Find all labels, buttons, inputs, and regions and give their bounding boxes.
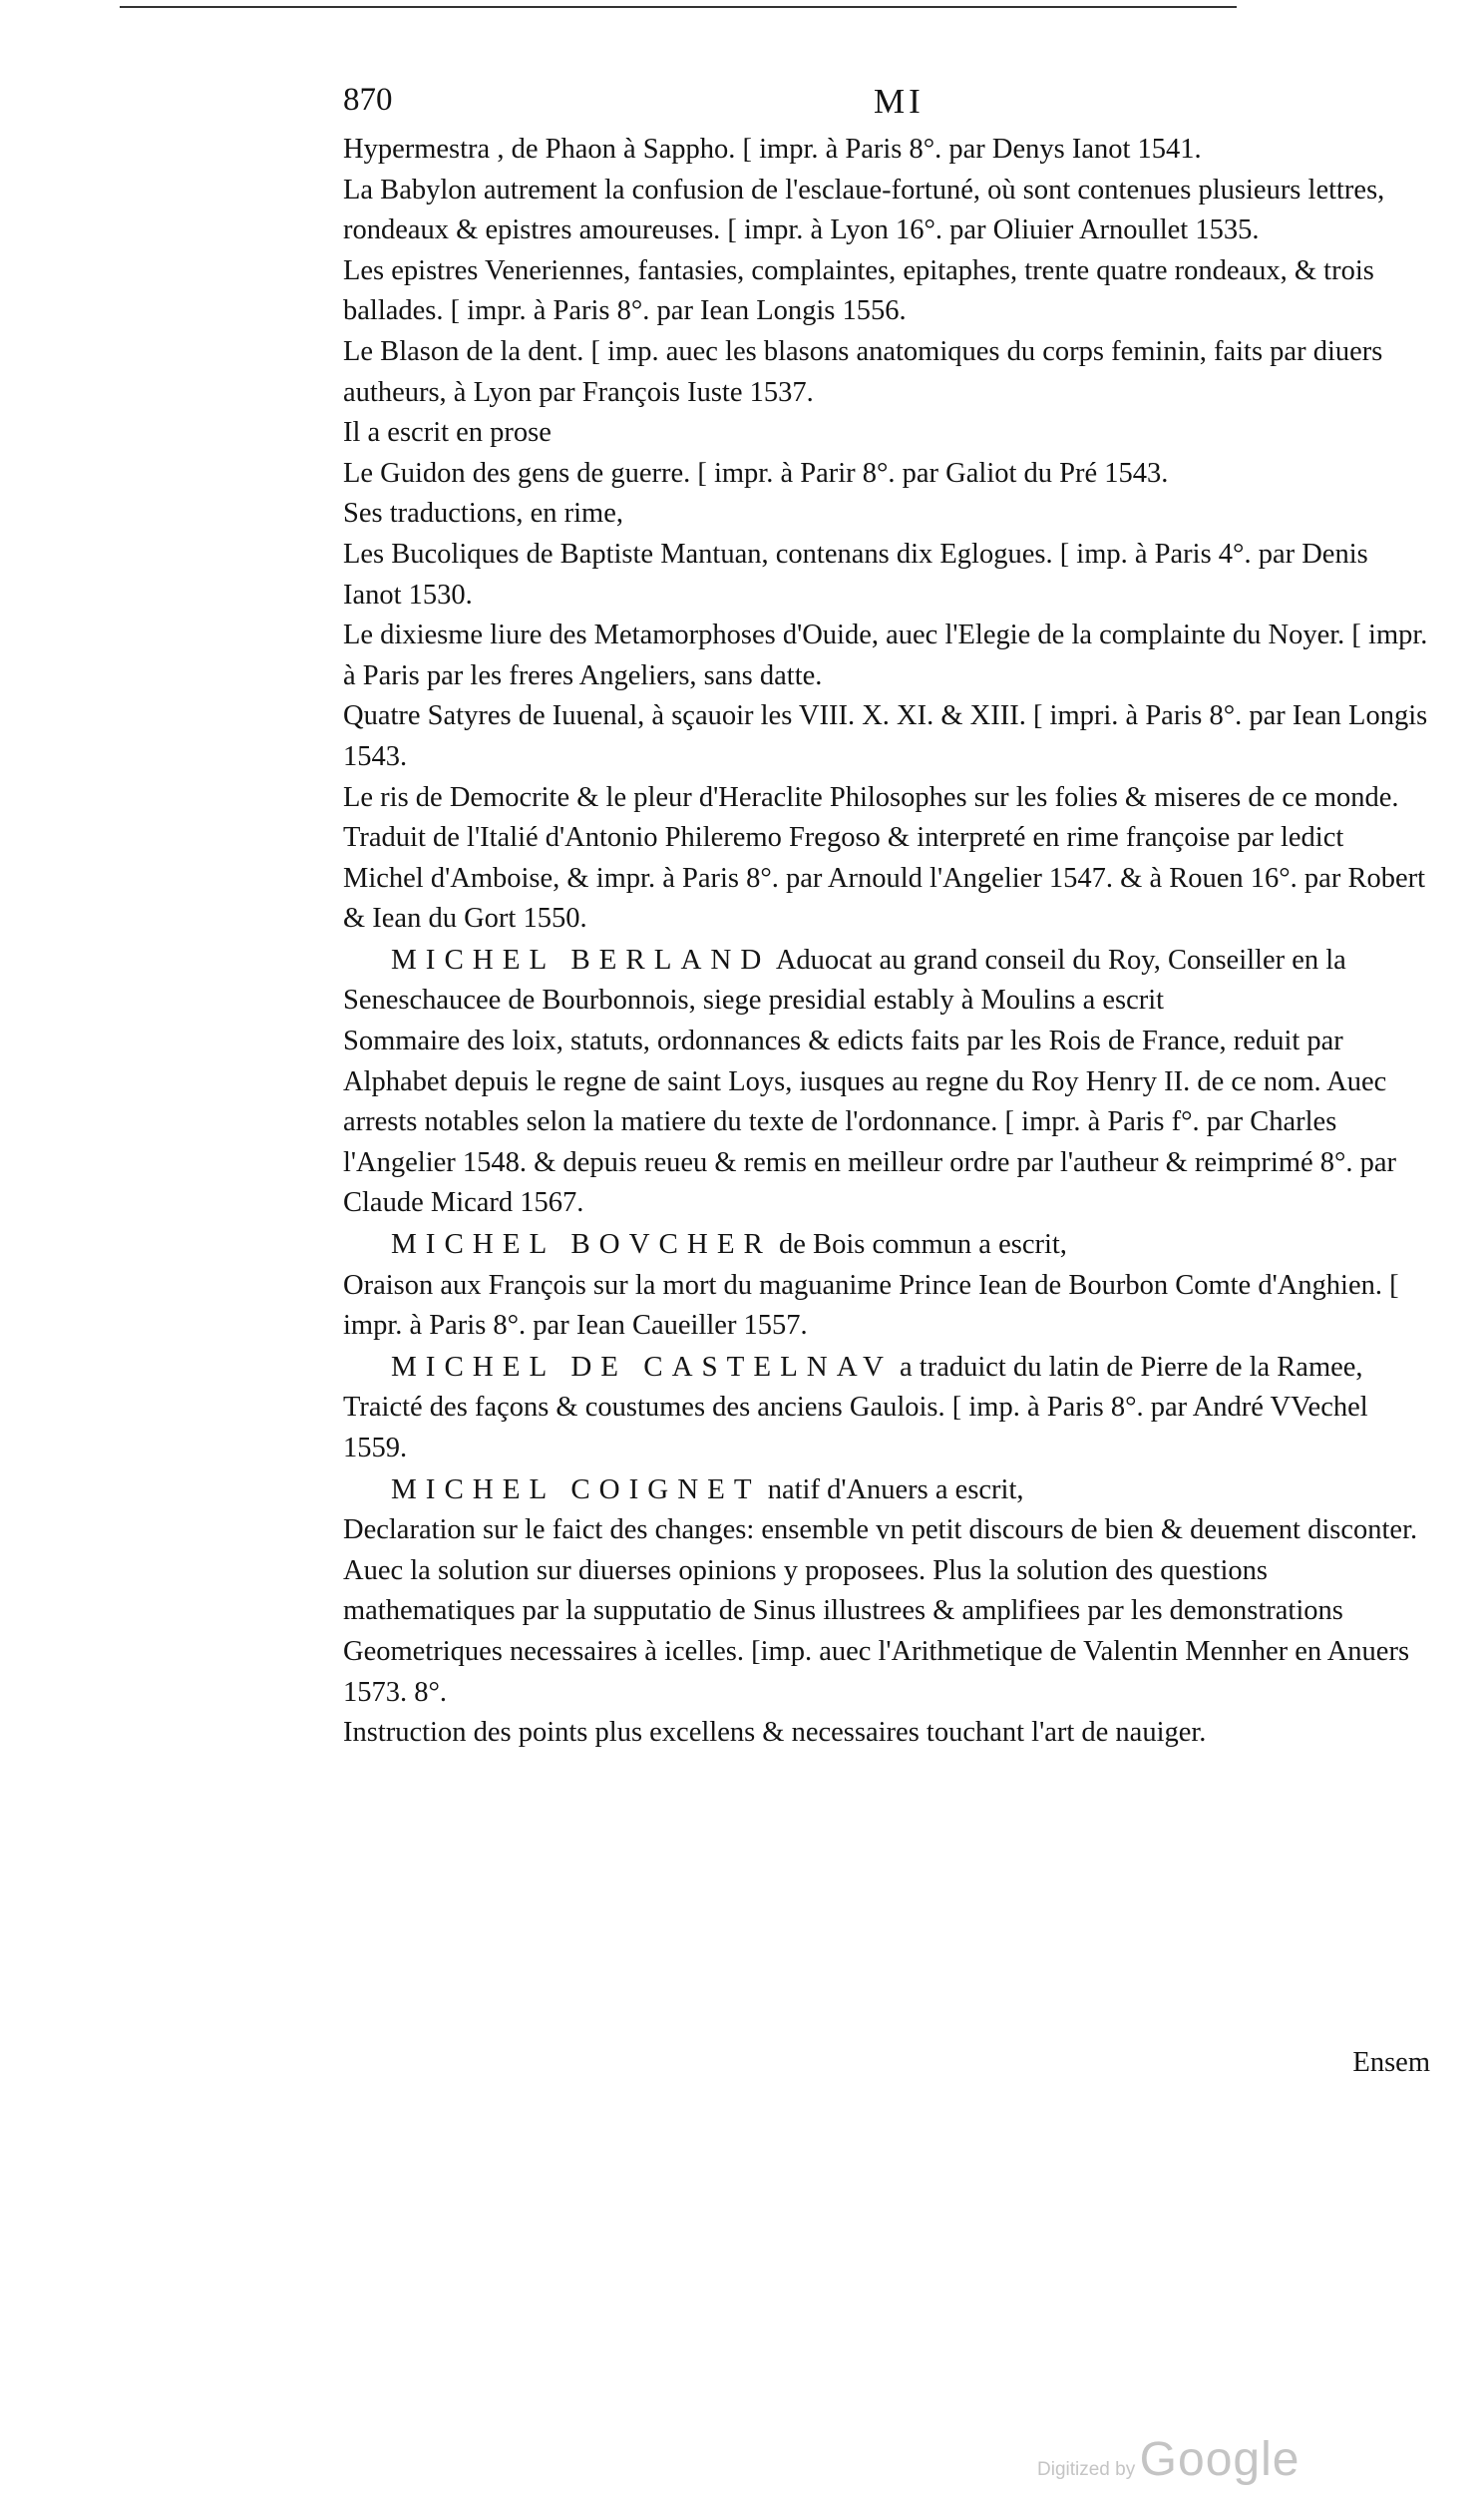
page-number: 870: [343, 82, 393, 118]
author-name: MICHEL DE CASTELNAV: [391, 1350, 893, 1383]
entry-text: Le ris de Democrite & le pleur d'Heraclite Philosophes sur les folies & miseres de ce monde. Traduit de l'Italié d'Antonio Phileremo Fregoso & interpreté en rime françoise par ledict Michel d'Amboise, & impr. à Paris 8°. par Arnould l'Angelier 1547. & à Rouen 16°. par Robert & Iean du Gort 1550.: [343, 781, 1426, 935]
bibliography-entry: [343, 616, 1430, 696]
bibliography-entry: [343, 171, 1430, 251]
bibliography-entry: [343, 251, 1430, 332]
digitized-credit: [1037, 2432, 1299, 2487]
bibliography-entry: [343, 1388, 1430, 1468]
bibliography-entry: [343, 332, 1430, 413]
bibliography-entry: [343, 696, 1430, 777]
bibliography-entry: [343, 778, 1430, 940]
catchword: Ensem: [1352, 2047, 1430, 2078]
entry-text: Le Guidon des gens de guerre. [ impr. à Parir 8°. par Galiot du Pré 1543.: [343, 457, 1169, 489]
entry-text: Le dixiesme liure des Metamorphoses d'Ouide, auec l'Elegie de la complainte du Noyer. [ impr. à Paris par les freres Angeliers, sans datte.: [343, 620, 1428, 691]
author-name: MICHEL COIGNET: [391, 1472, 761, 1505]
entry-list: [343, 130, 1430, 1754]
bibliography-entry: [343, 1266, 1430, 1347]
bibliography-entry: [343, 1510, 1430, 1713]
entry-text: de Bois commun a escrit,: [779, 1229, 1067, 1261]
entry-text: Le Blason de la dent. [ imp. auec les blasons anatomiques du corps feminin, faits par diuers autheurs, à Lyon par François Iuste 1537.: [343, 335, 1383, 408]
author-entry: [343, 940, 1430, 1022]
entry-text: Quatre Satyres de Iuuenal, à sçauoir les VIII. X. XI. & XIII. [ impri. à Paris 8°. par Iean Longis 1543.: [343, 700, 1428, 772]
bibliography-entry: [343, 130, 1430, 171]
bibliography-entry: [343, 454, 1430, 495]
author-entry: [343, 1224, 1430, 1266]
header-title: MI: [874, 82, 925, 121]
entry-text: Il a escrit en prose: [343, 417, 552, 449]
entry-text: Declaration sur le faict des changes: ensemble vn petit discours de bien & deuement disconter. Auec la solution sur diuerses opinions y proposees. Plus la solution des questions mathematiques par la supputatio de Sinus illustrees & amplifiees par les demonstrations Geometriques necessaires à icelles. [imp. auec l'Arithmetique de Valentin Mennher en Anuers 1573. 8°.: [343, 1514, 1418, 1708]
author-name: MICHEL BERLAND: [391, 943, 771, 976]
author-entry: [343, 1469, 1430, 1511]
digitized-by-text: Digitized by: [1037, 2459, 1136, 2480]
entry-text: natif d'Anuers a escrit,: [767, 1473, 1024, 1505]
entry-text: Les epistres Veneriennes, fantasies, complaintes, epitaphes, trente quatre rondeaux, & trois ballades. [ impr. à Paris 8°. par Iean Longis 1556.: [343, 254, 1374, 327]
entry-text: Ses traductions, en rime,: [343, 498, 623, 530]
entry-text: Aduocat au grand conseil du Roy, Conseiller en la Seneschaucee de Bourbonnois, siege presidial estably à Moulins a escrit: [343, 944, 1346, 1017]
bibliography-entry: [343, 535, 1430, 616]
entry-text: Sommaire des loix, statuts, ordonnances & edicts faits par les Rois de France, reduit par Alphabet depuis le regne de saint Loys, iusques au regne du Roy Henry II. de ce nom. Auec arrests notables selon la matiere du texte de l'ordonnance. [ impr. à Paris f°. par Charles l'Angelier 1548. & depuis reueu & remis en meilleur ordre par l'autheur & reimprimé 8°. par Claude Micard 1567.: [343, 1026, 1397, 1219]
top-edge-rule: [120, 6, 1237, 8]
entry-text: Traicté des façons & coustumes des anciens Gaulois. [ imp. à Paris 8°. par André VVechel 1559.: [343, 1392, 1368, 1463]
bibliography-entry: [343, 494, 1430, 535]
running-head: [343, 82, 1430, 130]
entry-text: La Babylon autrement la confusion de l'esclaue-fortuné, où sont contenues plusieurs lettres, rondeaux & epistres amoureuses. [ impr. à Lyon 16°. par Oliuier Arnoullet 1535.: [343, 174, 1385, 246]
entry-text: Les Bucoliques de Baptiste Mantuan, contenans dix Eglogues. [ imp. à Paris 4°. par Denis Ianot 1530.: [343, 538, 1368, 611]
bibliography-entry: [343, 1022, 1430, 1224]
bibliography-entry: [343, 1713, 1430, 1754]
entry-text: a traduict du latin de Pierre de la Ramee,: [900, 1351, 1363, 1383]
author-entry: [343, 1347, 1430, 1389]
author-name: MICHEL BOVCHER: [391, 1228, 772, 1261]
page-body: [343, 82, 1430, 1754]
entry-text: Oraison aux François sur la mort du maguanime Prince Iean de Bourbon Comte d'Anghien. [ impr. à Paris 8°. par Iean Caueiller 1557.: [343, 1269, 1399, 1342]
entry-text: Hypermestra , de Phaon à Sappho. [ impr. à Paris 8°. par Denys Ianot 1541.: [343, 134, 1202, 165]
bibliography-entry: [343, 413, 1430, 454]
google-logo: Google: [1139, 2433, 1300, 2486]
entry-text: Instruction des points plus excellens & necessaires touchant l'art de nauiger.: [343, 1717, 1207, 1749]
